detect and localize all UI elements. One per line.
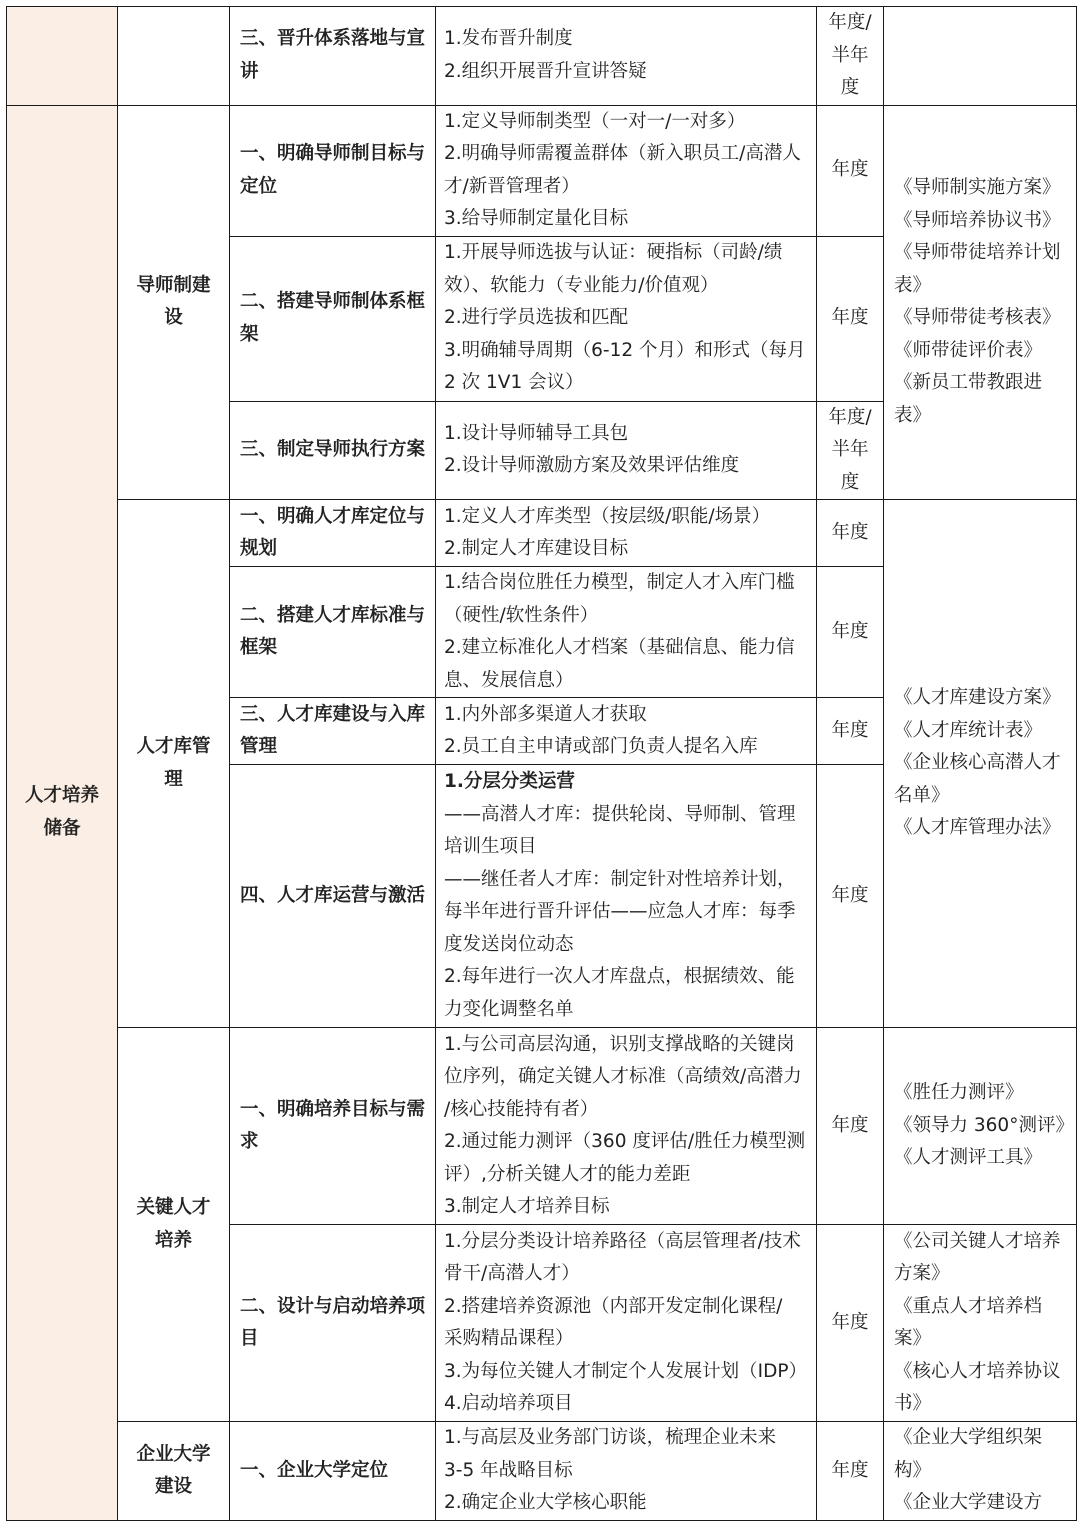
step-cell: 二、搭建导师制体系框 架 [230, 236, 436, 401]
docs-cell: 《企业大学组织架 构》 《企业大学建设方 [884, 1422, 1077, 1521]
step-cell: 四、人才库运营与激活 [230, 765, 436, 1028]
tasks-cell: 1.定义人才库类型（按层级/职能/场景） 2.制定人才库建设目标 [436, 500, 817, 567]
step-cell: 二、设计与启动培养项 目 [230, 1225, 436, 1422]
docs-cell-talent-pool: 《人才库建设方案》 《人才库统计表》 《企业核心高潜人才 名单》 《人才库管理办法》 [884, 500, 1077, 1028]
period-cell: 年度 [817, 236, 884, 401]
tasks-cell: 1.分层分类设计培养路径（高层管理者/技术 骨干/高潜人才） 2.搭建培养资源池（内部开发定制化课程/ 采购精品课程） 3.为每位关键人才制定个人发展计划（IDP） 4.启动培养项目 [436, 1225, 817, 1422]
period-cell: 年度 [817, 1028, 884, 1225]
period-cell: 年度 [817, 105, 884, 236]
period-cell: 年度 [817, 765, 884, 1028]
subcategory-cell-empty [118, 7, 230, 106]
tasks-cell: 1.开展导师选拔与认证：硬指标（司龄/绩 效）、软能力（专业能力/价值观） 2.进行学员选拔和匹配 3.明确辅导周期（6-12 个月）和形式（每月 2 次 1V1 会议） [436, 236, 817, 401]
step-cell: 一、企业大学定位 [230, 1422, 436, 1521]
category-cell: 人才培养 储备 [7, 105, 118, 1521]
tasks-cell: 1.发布晋升制度 2.组织开展晋升宣讲答疑 [436, 7, 817, 106]
step-cell: 三、人才库建设与入库 管理 [230, 698, 436, 765]
step-cell: 三、晋升体系落地与宣 讲 [230, 7, 436, 106]
docs-cell: 《胜任力测评》 《领导力 360°测评》 《人才测评工具》 [884, 1028, 1077, 1225]
table-row [7, 1422, 1077, 1521]
step-cell: 三、制定导师执行方案 [230, 401, 436, 500]
tasks-cell: 1.分层分类运营 ——高潜人才库：提供轮岗、导师制、管理 培训生项目 ——继任者人才库：制定针对性培养计划， 每半年进行晋升评估——应急人才库：每季 度发送岗位动态 2.每年进行一次人才库盘点，根据绩效、能 力变化调整名单 [436, 765, 817, 1028]
subcategory-talent-pool: 人才库管 理 [118, 500, 230, 1028]
docs-cell: 《公司关键人才培养 方案》 《重点人才培养档 案》 《核心人才培养协议 书》 [884, 1225, 1077, 1422]
tasks-cell: 1.定义导师制类型（一对一/一对多） 2.明确导师需覆盖群体（新入职员工/高潜人 才/新晋管理者） 3.给导师制定量化目标 [436, 105, 817, 236]
step-cell: 一、明确人才库定位与 规划 [230, 500, 436, 567]
tasks-cell: 1.与高层及业务部门访谈，梳理企业未来 3-5 年战略目标 2.确定企业大学核心职能 [436, 1422, 817, 1521]
tasks-cell: 1.与公司高层沟通，识别支撑战略的关键岗 位序列，确定关键人才标准（高绩效/高潜力 /核心技能持有者） 2.通过能力测评（360 度评估/胜任力模型测 评）,分析关键人才的能力差距 3.制定人才培养目标 [436, 1028, 817, 1225]
table-row [7, 500, 1077, 567]
table-row [7, 105, 1077, 236]
subcategory-key-talent: 关键人才 培养 [118, 1028, 230, 1422]
period-cell: 年度 [817, 698, 884, 765]
step-cell: 一、明确培养目标与需 求 [230, 1028, 436, 1225]
step-cell: 一、明确导师制目标与 定位 [230, 105, 436, 236]
tasks-cell: 1.内外部多渠道人才获取 2.员工自主申请或部门负责人提名入库 [436, 698, 817, 765]
period-cell: 年度/ 半年 度 [817, 401, 884, 500]
tasks-cell: 1.设计导师辅导工具包 2.设计导师激励方案及效果评估维度 [436, 401, 817, 500]
period-cell: 年度 [817, 1422, 884, 1521]
period-cell: 年度 [817, 1225, 884, 1422]
subcategory-mentor: 导师制建 设 [118, 105, 230, 500]
subcategory-university: 企业大学 建设 [118, 1422, 230, 1521]
category-cell-empty [7, 7, 118, 106]
talent-plan-table [6, 6, 1077, 1521]
tasks-cell: 1.结合岗位胜任力模型，制定人才入库门槛 （硬性/软性条件） 2.建立标准化人才档案（基础信息、能力信 息、发展信息） [436, 567, 817, 698]
period-cell: 年度 [817, 567, 884, 698]
docs-cell-empty [884, 7, 1077, 106]
period-cell: 年度/ 半年 度 [817, 7, 884, 106]
step-cell: 二、搭建人才库标准与 框架 [230, 567, 436, 698]
table-row [7, 7, 1077, 106]
period-cell: 年度 [817, 500, 884, 567]
docs-cell-mentor: 《导师制实施方案》 《导师培养协议书》 《导师带徒培养计划 表》 《导师带徒考核表》 《师带徒评价表》 《新员工带教跟进 表》 [884, 105, 1077, 500]
table-row [7, 1028, 1077, 1225]
